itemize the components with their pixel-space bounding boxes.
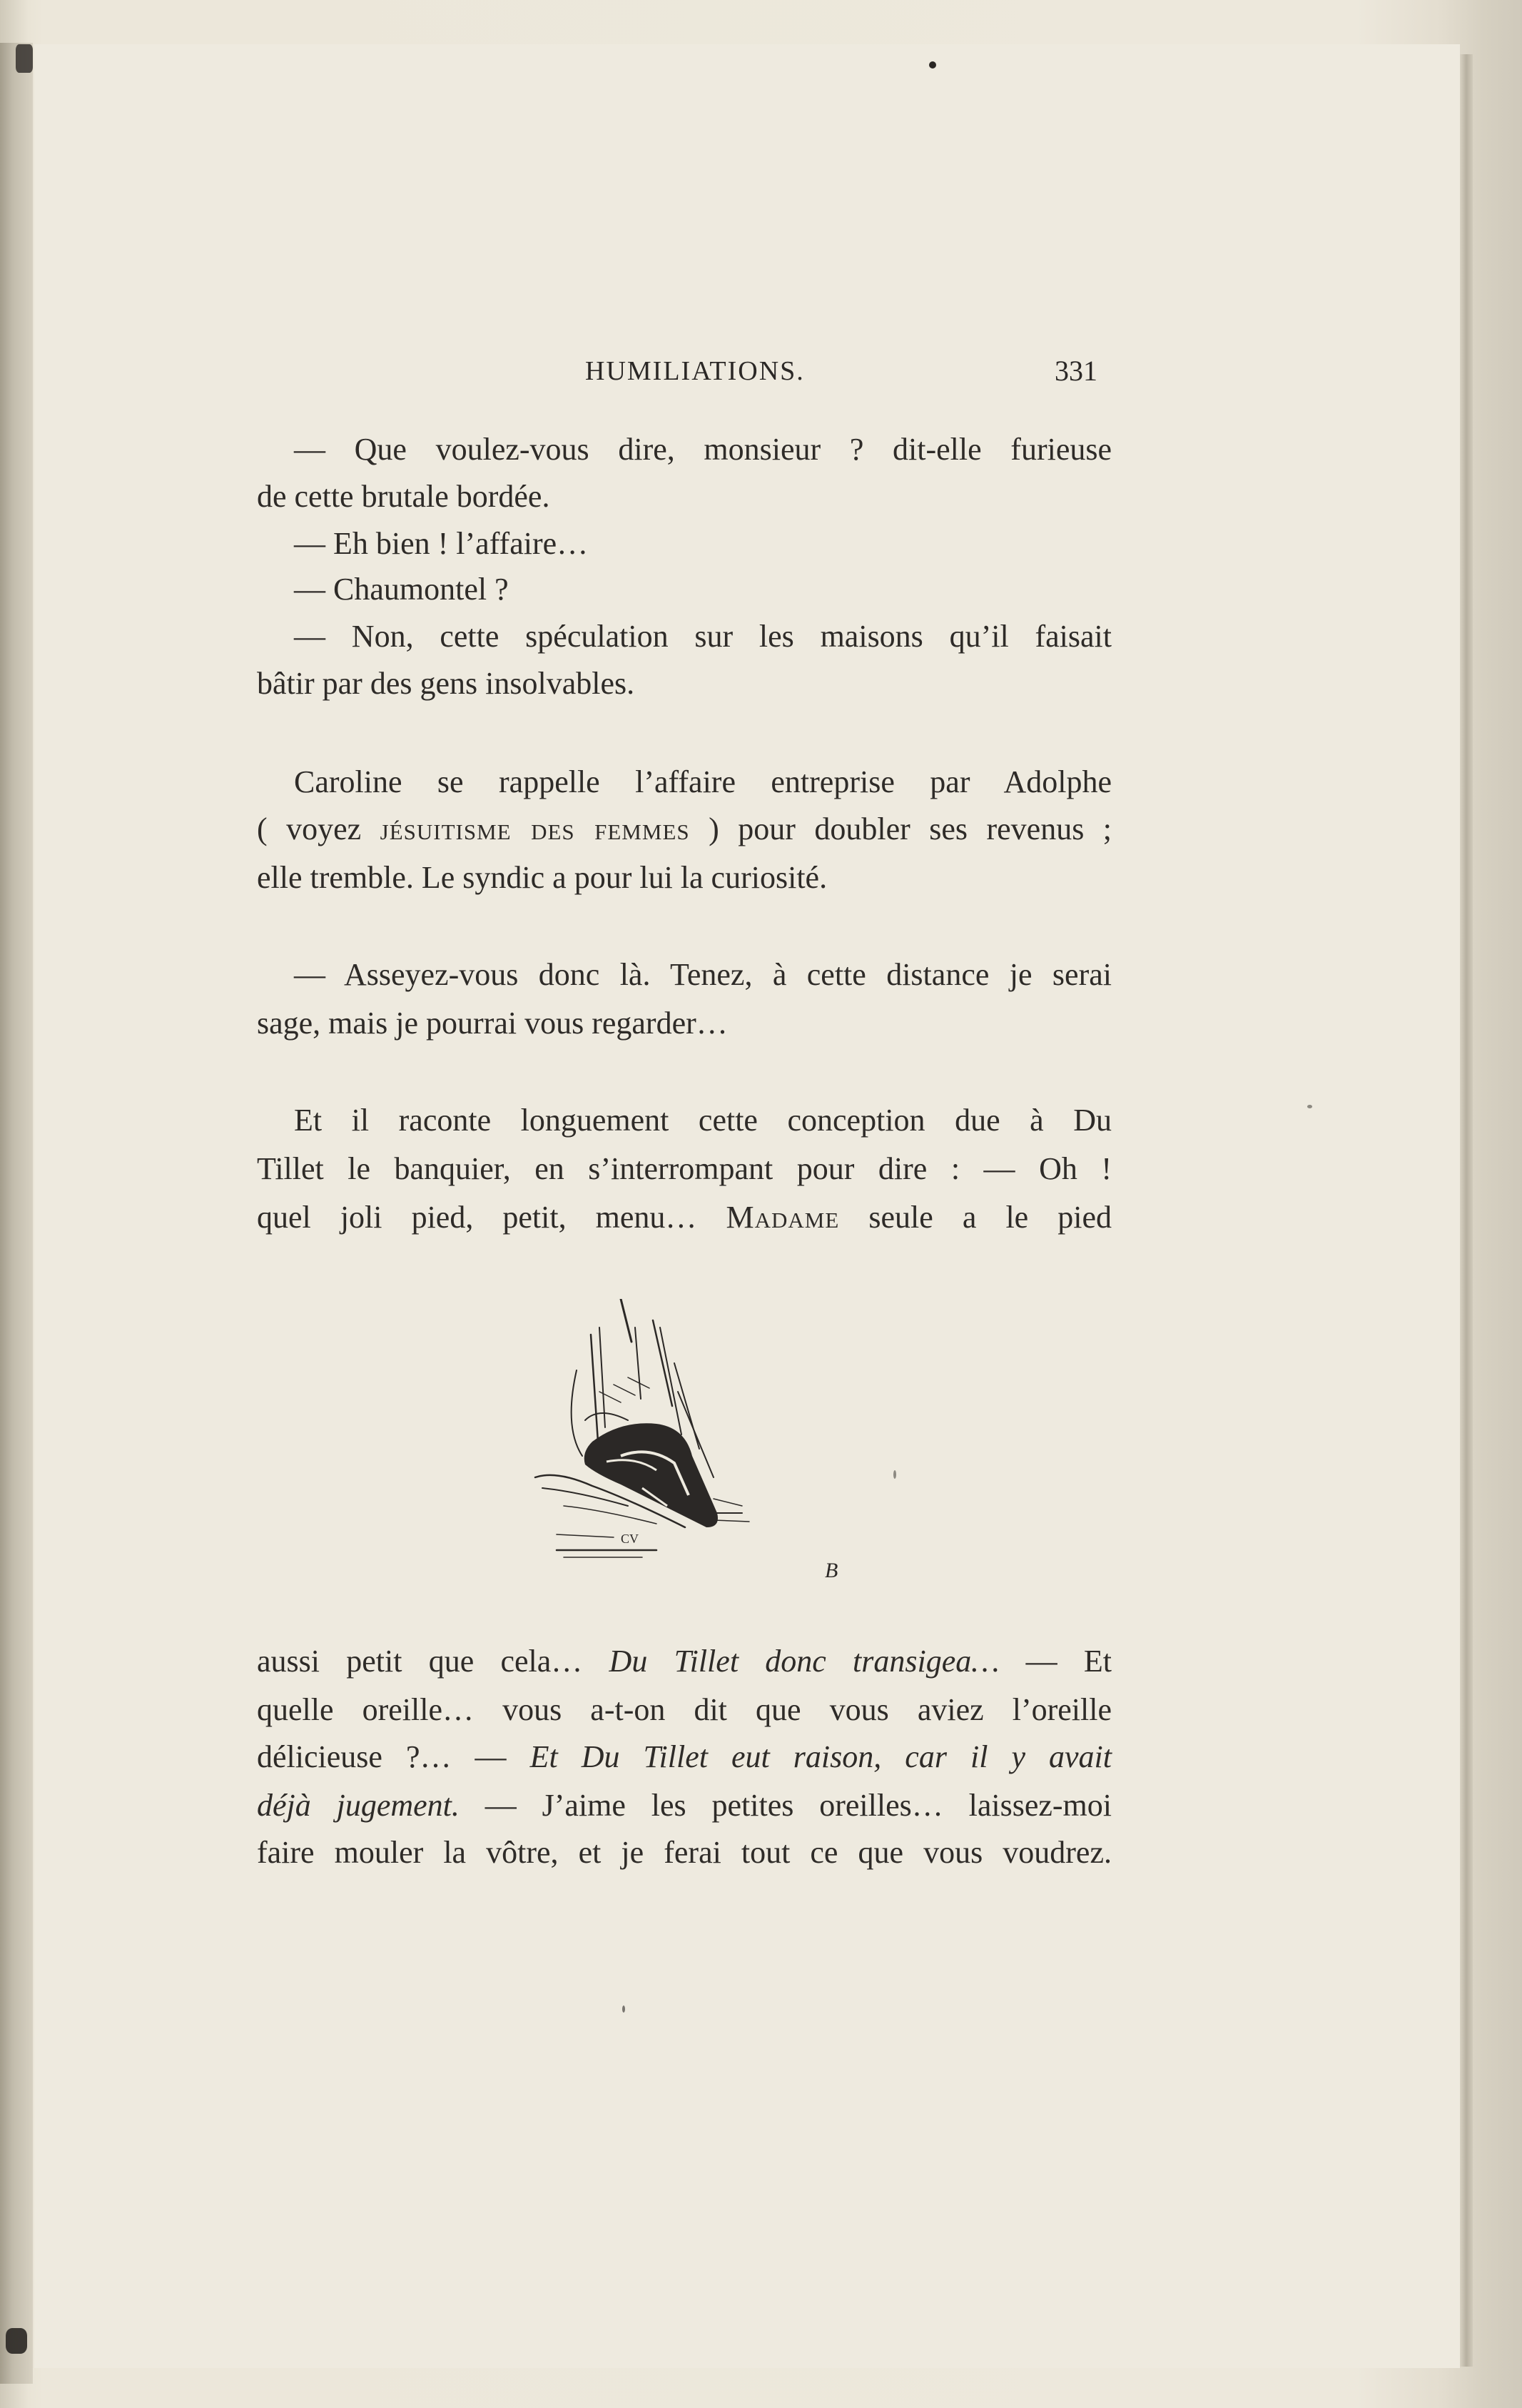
- text-line: [257, 1739, 1112, 1775]
- text-line: faire mouler la vôtre, et je ferai tout ce que vous voudrez.: [257, 1835, 1112, 1870]
- speck: [622, 2005, 625, 2013]
- text-line: [257, 1199, 1112, 1235]
- foot-illustration: [514, 1299, 871, 1599]
- page-number: 331: [1055, 355, 1097, 387]
- text-fragment: délicieuse ?… —: [257, 1739, 507, 1774]
- text-fragment: — J’aime les petites oreilles… laissez-moi: [484, 1788, 1112, 1823]
- speck: [16, 44, 33, 73]
- italic-aside: Et Du Tillet eut raison, car il y avait: [529, 1739, 1112, 1774]
- text-line: quelle oreille… vous a-t-on dit que vous aviez l’oreille: [257, 1692, 1112, 1727]
- text-line: [257, 811, 1112, 847]
- book-title-reference: jésuitisme des femmes: [380, 811, 690, 846]
- italic-aside: déjà jugement.: [257, 1788, 460, 1823]
- text-line: Caroline se rappelle l’affaire entreprise par Adolphe: [294, 764, 1112, 799]
- illustrator-monogram: CV: [621, 1532, 639, 1546]
- text-line: — Que voulez-vous dire, monsieur ? dit-elle furieuse: [294, 432, 1112, 467]
- running-head: HUMILIATIONS.: [585, 356, 805, 386]
- text-line: — Asseyez-vous donc là. Tenez, à cette distance je serai: [294, 957, 1112, 992]
- text-fragment: ) pour doubler ses revenus ;: [709, 811, 1112, 846]
- text-line: [257, 1787, 1112, 1823]
- engraver-signature: B: [825, 1559, 838, 1582]
- text-line: bâtir par des gens insolvables.: [257, 666, 635, 701]
- text-fragment: ( voyez: [257, 811, 362, 846]
- text-fragment: seule a le pied: [868, 1200, 1112, 1235]
- small-caps-word: Madame: [726, 1200, 840, 1235]
- speck: [893, 1470, 896, 1479]
- text-line: [257, 1643, 1112, 1679]
- text-line: Et il raconte longuement cette conception due à Du: [294, 1103, 1112, 1138]
- text-line: elle tremble. Le syndic a pour lui la curiosité.: [257, 860, 828, 895]
- text-line: — Non, cette spéculation sur les maisons qu’il faisait: [294, 619, 1112, 654]
- text-fragment: aussi petit que cela…: [257, 1644, 583, 1679]
- text-line: — Eh bien ! l’affaire…: [294, 526, 589, 561]
- text-fragment: — Et: [1025, 1644, 1112, 1679]
- text-line: de cette brutale bordée.: [257, 479, 550, 514]
- text-line: sage, mais je pourrai vous regarder…: [257, 1006, 728, 1041]
- binding-edge: [0, 43, 33, 2384]
- speck: [6, 2328, 27, 2354]
- text-fragment: quel joli pied, petit, menu…: [257, 1200, 697, 1235]
- text-line: Tillet le banquier, en s’interrompant pour dire : — Oh !: [257, 1151, 1112, 1186]
- italic-aside: Du Tillet donc transigea…: [609, 1644, 1000, 1679]
- text-line: — Chaumontel ?: [294, 572, 509, 607]
- speck: [1307, 1105, 1312, 1108]
- speck: [929, 61, 936, 69]
- page-fore-edge: [1460, 54, 1473, 2367]
